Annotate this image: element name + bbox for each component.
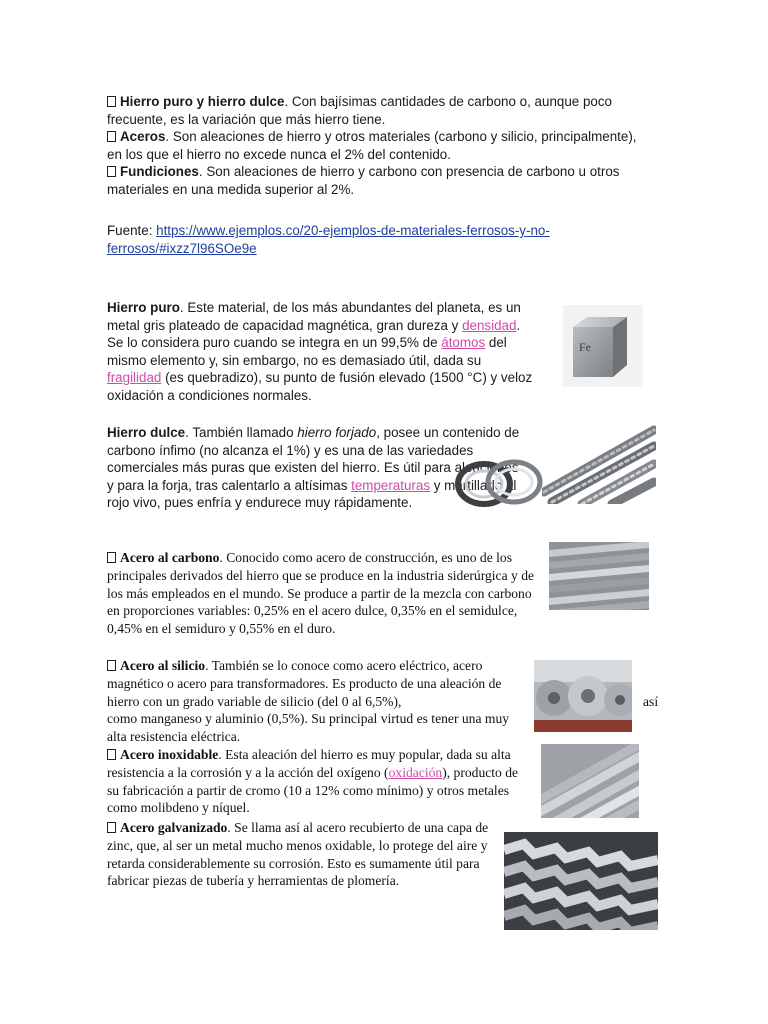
fe-symbol-label: Fe [579, 340, 591, 354]
asi-word: así [643, 694, 659, 709]
intro-item-hierro: Hierro puro y hierro dulce. Con bajísimas cantidades de carbono o, aunque poco frecuente, es la variación que más hierro tiene. [107, 94, 613, 127]
bullet-box-icon [107, 166, 116, 177]
atomos-link[interactable]: átomos [441, 335, 486, 351]
temperaturas-link[interactable]: temperaturas [351, 477, 431, 493]
oxidacion-link[interactable]: oxidación [388, 764, 443, 780]
densidad-link[interactable]: densidad [462, 317, 517, 333]
iron-cube-image [563, 305, 643, 387]
rebar-image [542, 422, 656, 504]
intro-item-aceros: Aceros. Son aleaciones de hierro y otros materiales (carbono y silicio, principalmente), en los que el hierro no excede nunca el 2% del contenido. [107, 129, 637, 162]
wire-coil-image [454, 454, 546, 510]
hierro-dulce-paragraph: Hierro dulce. También llamado hierro forjado, posee un contenido de carbono ínfimo (no alcanza el 1%) y es una de las variedades comerciales más puras que existen del hierro. Es útil para aleaciones y para la forja, tras calentarlo a altísimas temperaturas y martillarlo al rojo vivo, pues enfría y endurece muy rápidamente. [107, 425, 520, 511]
bullet-box-icon [107, 96, 116, 107]
intro-block [107, 93, 647, 199]
source-link[interactable]: https://www.ejemplos.co/20-ejemplos-de-materiales-ferrosos-y-no- ferrosos/#ixzz7l96SOe9e [107, 223, 550, 256]
bullet-box-icon [107, 822, 116, 833]
fragilidad-link[interactable]: fragilidad [107, 370, 162, 386]
steel-bars-image [549, 542, 649, 610]
acero-carbono-paragraph: Acero al carbono. Conocido como acero de construcción, es uno de los principales derivados del hierro que se produce en la industria siderúrgica y de los más empleados en el mundo. Se produce a partir de la mezcla con carbono en proporciones variables: 0,25% en el acero dulce, 0,35% en el semidulce, 0,45% en el semiduro y 0,55% en el duro. [107, 550, 535, 637]
bullet-box-icon [107, 660, 116, 671]
bullet-box-icon [107, 552, 116, 563]
steel-tubes-image [541, 744, 639, 818]
galvanized-sheets-image [504, 832, 658, 930]
acero-silicio-paragraph: Acero al silicio. También se lo conoce como acero eléctrico, acero magnético o acero para transformadores. Es producto de una aleación de hierro con un grado variable de silicio (del 0 al 6,5%), como manganeso y aluminio (0,5%). Su principal virtud es tener una muy alta resistencia eléctrica. [107, 658, 510, 745]
steel-coils-image [534, 660, 632, 732]
acero-galv-paragraph: Acero galvanizado. Se llama así al acero recubierto de una capa de zinc, que, al ser un metal mucho menos oxidable, lo protege del aire y retarda considerablemente su corrosión. Esto es sumamente útil para fabricar piezas de tubería y herramientas de plomería. [107, 820, 489, 889]
acero-inox-paragraph: Acero inoxidable. Esta aleación del hierro es muy popular, dada su alta resistencia a la corrosión y a la acción del oxígeno (oxidación), producto de su fabricación a partir de cromo (10 a 12% como mínimo) y otros metales como molibdeno y níquel. [107, 747, 519, 816]
bullet-box-icon [107, 131, 116, 142]
intro-item-fundiciones: Fundiciones. Son aleaciones de hierro y carbono con presencia de carbono u otros materiales en una medida superior al 2%. [107, 164, 620, 197]
source-block: Fuente: https://www.ejemplos.co/20-ejemplos-de-materiales-ferrosos-y-no- ferrosos/#ixzz7l96SOe9e [107, 223, 550, 256]
hierro-puro-paragraph: Hierro puro. Este material, de los más abundantes del planeta, es un metal gris plateado de capacidad magnética, gran dureza y densidad. Se lo considera puro cuando se integra en un 99,5% de átomos del mismo elemento y, sin embargo, no es demasiado útil, dada su fragilidad (es quebradizo), su punto de fusión elevado (1500 °C) y veloz oxidación a condiciones normales. [107, 300, 533, 403]
bullet-box-icon [107, 749, 116, 760]
